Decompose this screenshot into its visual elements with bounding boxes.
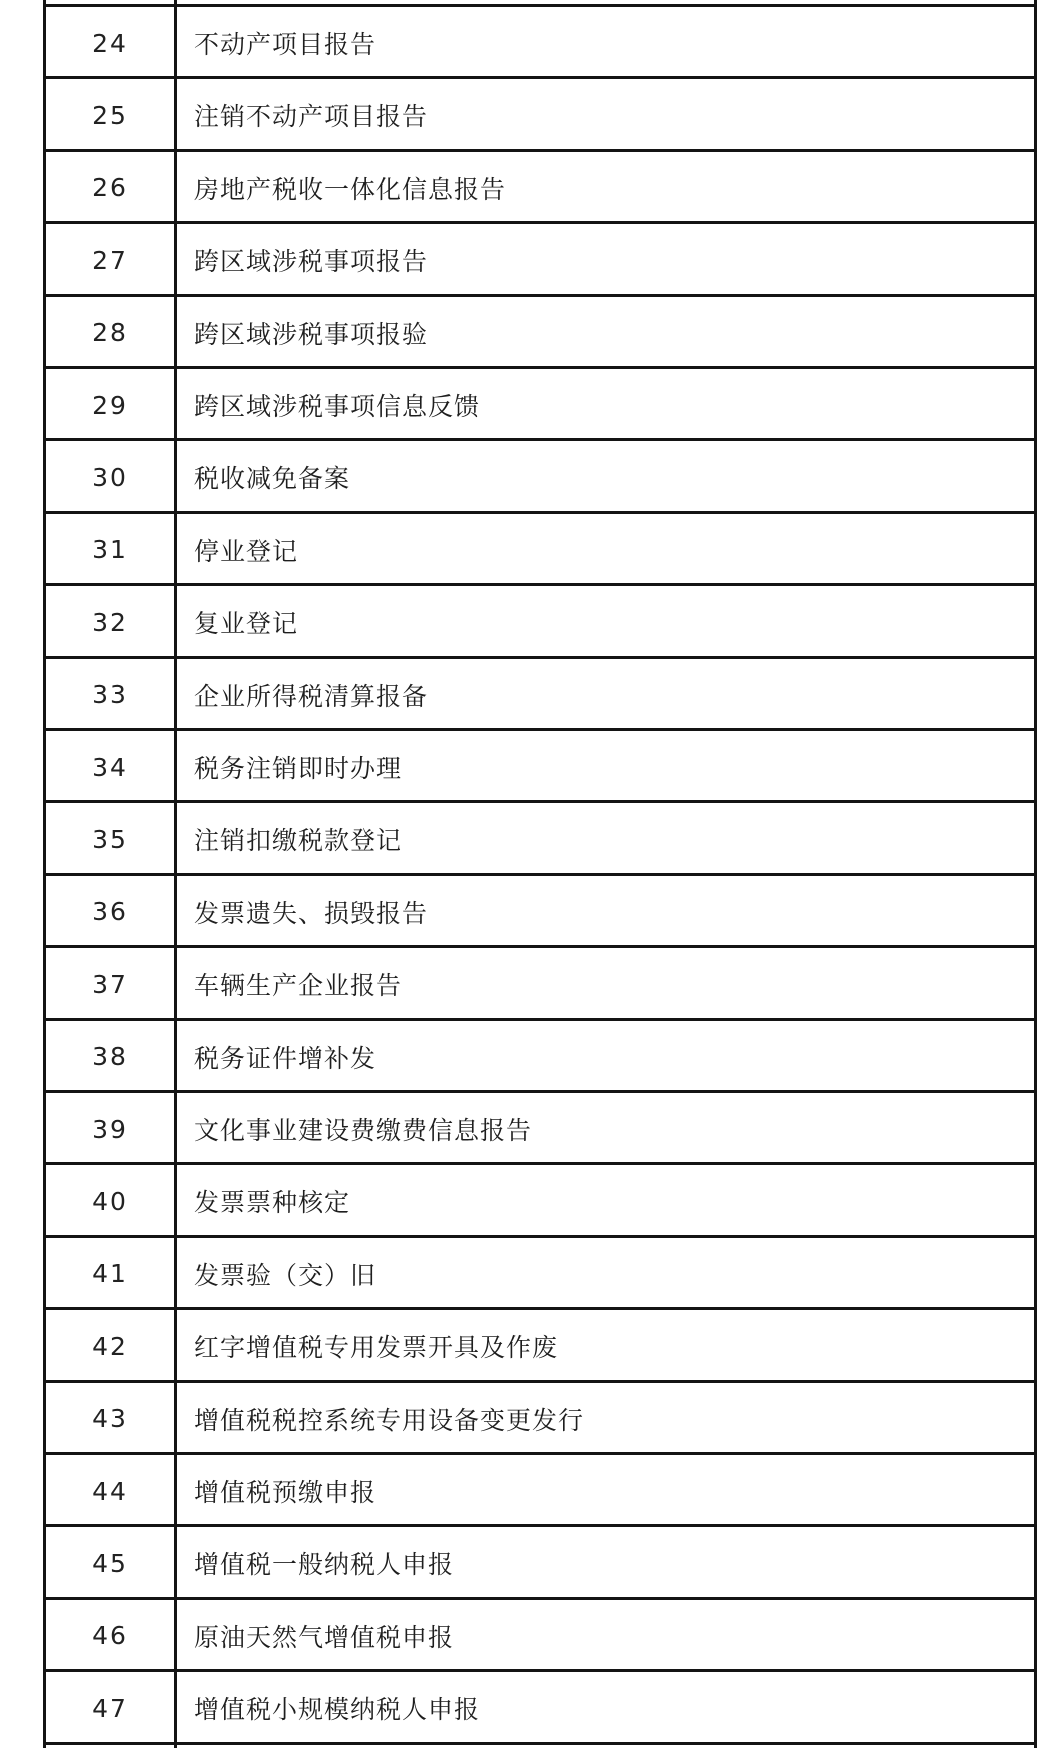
- table-row: [46, 1021, 1034, 1093]
- table-row: [46, 948, 1034, 1020]
- item-name-cell: 跨区域涉税事项信息反馈: [194, 392, 481, 421]
- item-name-cell: 增值税预缴申报: [194, 1478, 377, 1507]
- item-name-cell: 税收减免备案: [194, 464, 351, 494]
- row-number-cell: 39: [92, 1114, 128, 1144]
- item-name-cell: 文化事业建设费缴费信息报告: [194, 1116, 533, 1145]
- item-name-cell: 房地产税收一体化信息报告: [194, 174, 507, 204]
- table-row: [46, 731, 1034, 803]
- item-name-cell: 增值税税控系统专用设备变更发行: [194, 1405, 585, 1435]
- row-number-cell: 35: [92, 824, 128, 854]
- item-name-cell: 跨区域涉税事项报验: [194, 319, 429, 349]
- item-name-cell: 企业所得税清算报备: [194, 681, 429, 711]
- row-number-cell: 47: [92, 1693, 128, 1723]
- row-number-cell: 30: [92, 462, 128, 492]
- item-name-cell: 发票票种核定: [194, 1188, 351, 1218]
- row-number-cell: 31: [92, 535, 128, 565]
- row-number-cell: 27: [92, 245, 128, 275]
- row-number-cell: 36: [92, 897, 128, 927]
- item-name-cell: 税务证件增补发: [194, 1043, 377, 1073]
- row-number-cell: 40: [92, 1186, 128, 1216]
- item-name-cell: 税务注销即时办理: [194, 754, 403, 783]
- row-number-cell: 26: [92, 173, 128, 203]
- table-row: [46, 1455, 1034, 1527]
- table-row: [46, 803, 1034, 875]
- item-name-cell: 注销扣缴税款登记: [194, 826, 403, 856]
- table-row: [46, 1600, 1034, 1672]
- table-row: [46, 1165, 1034, 1237]
- table-row: [46, 1093, 1034, 1165]
- item-name-cell: 不动产项目报告: [194, 30, 377, 59]
- item-name-cell: 车辆生产企业报告: [194, 971, 403, 1001]
- item-name-cell: 停业登记: [194, 536, 299, 566]
- row-number-cell: 44: [92, 1476, 128, 1506]
- table-row: [46, 514, 1034, 586]
- table-row: [46, 7, 1034, 79]
- row-number-cell: 24: [92, 28, 128, 58]
- row-number-cell: 34: [92, 752, 128, 782]
- item-name-cell: 发票遗失、损毁报告: [194, 898, 429, 928]
- item-name-cell: 增值税一般纳税人申报: [194, 1550, 455, 1580]
- row-number-cell: 28: [92, 318, 128, 348]
- row-number-cell: 45: [92, 1548, 128, 1578]
- item-name-cell: 原油天然气增值税申报: [194, 1622, 455, 1652]
- table-row: [46, 876, 1034, 948]
- row-number-cell: 43: [92, 1404, 128, 1434]
- row-number-cell: 25: [92, 100, 128, 130]
- row-number-cell: 46: [92, 1621, 128, 1651]
- row-number-cell: 38: [92, 1042, 128, 1072]
- table-row: [46, 224, 1034, 296]
- table-row: [46, 369, 1034, 441]
- item-name-cell: 跨区域涉税事项报告: [194, 247, 429, 277]
- item-name-cell: 注销不动产项目报告: [194, 102, 429, 132]
- table-row: [46, 586, 1034, 658]
- row-number-cell: 29: [92, 390, 128, 420]
- row-number-cell: 33: [92, 680, 128, 710]
- table-row: [46, 1238, 1034, 1310]
- item-name-cell: 增值税小规模纳税人申报: [194, 1695, 481, 1725]
- row-border: [46, 1742, 1034, 1745]
- row-number-cell: 32: [92, 607, 128, 637]
- table-row: [46, 659, 1034, 731]
- row-number-cell: 41: [92, 1259, 128, 1289]
- service-items-table: [43, 0, 1037, 1748]
- table-row: [46, 1310, 1034, 1382]
- item-name-cell: 发票验（交）旧: [194, 1260, 377, 1290]
- item-name-cell: 红字增值税专用发票开具及作废: [194, 1333, 559, 1363]
- item-name-cell: 复业登记: [194, 609, 299, 639]
- table-row: [46, 1383, 1034, 1455]
- table-row: [46, 1527, 1034, 1599]
- table-row: [46, 79, 1034, 151]
- table-row: [46, 441, 1034, 513]
- row-number-cell: 42: [92, 1331, 128, 1361]
- table-row: [46, 152, 1034, 224]
- row-number-cell: 37: [92, 969, 128, 999]
- table-row: [46, 297, 1034, 369]
- table-row: [46, 1672, 1034, 1744]
